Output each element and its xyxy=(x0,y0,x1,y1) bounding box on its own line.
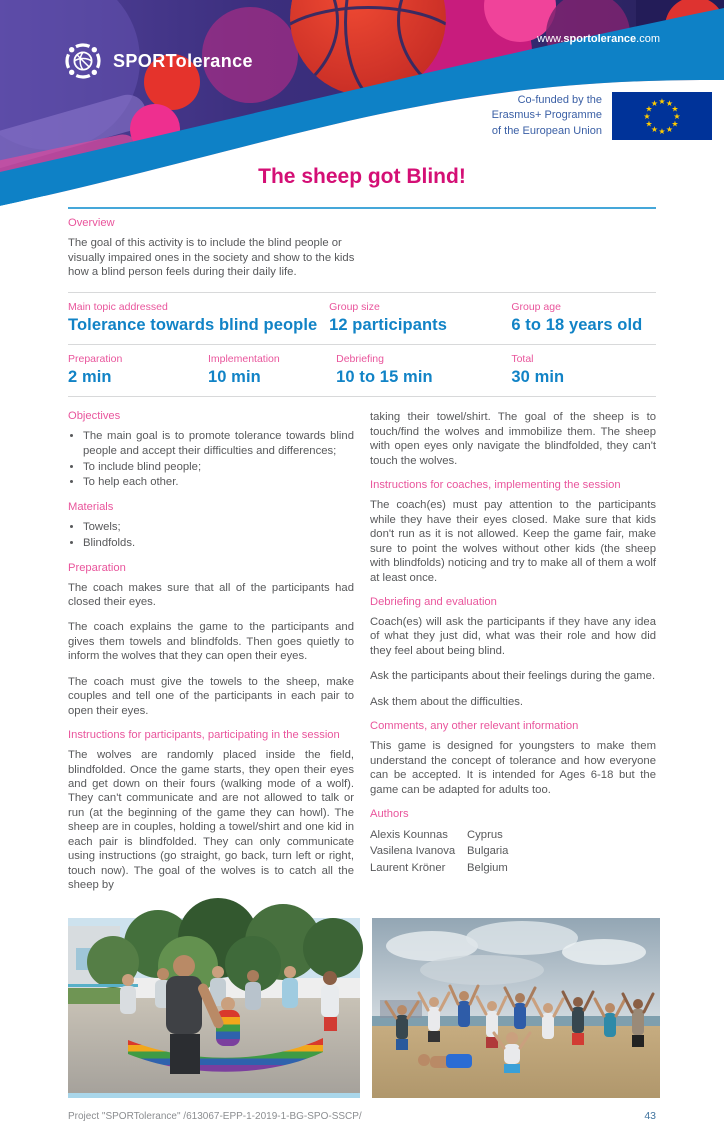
photo-left-park-group-rainbow-parachute xyxy=(68,918,360,1098)
info-table-row-1 xyxy=(68,293,656,344)
activity-sheet xyxy=(68,207,656,1098)
info-label: Preparation xyxy=(68,353,123,366)
paragraph: The coach makes sure that all of the participants had closed their eyes. xyxy=(68,581,354,608)
debriefing-evaluation-heading: Debriefing and evaluation xyxy=(370,596,497,608)
eu-flag-icon xyxy=(612,92,712,140)
info-label: Group size xyxy=(329,301,380,314)
info-label: Main topic addressed xyxy=(68,301,168,314)
info-cell-debriefing xyxy=(336,353,511,387)
info-cell-total xyxy=(511,353,656,387)
svg-text:★: ★ xyxy=(645,104,653,114)
activity-photos xyxy=(68,918,656,1098)
eu-cofunded-text xyxy=(492,93,602,139)
paragraph: Ask them about the difficulties. xyxy=(370,695,524,708)
website-name: sportolerance xyxy=(563,33,637,45)
svg-text:★: ★ xyxy=(665,124,674,134)
paragraph: The wolves are randomly placed inside the field, blindfolded. Once the game starts, they open their eyes and get down on their fours (walking mode of a wolf). They can't communicate and are not allowed to talk or run (at the beginning of the game they can howl). The sheep are in couples, holding a towel/shirt and one kid in each pair is blindfolded. They can only communicate using instructions (go straight, go back, turn left or right, touch now). The goal of the wolves is to catch all the sheep by xyxy=(68,749,354,892)
divider xyxy=(68,396,656,397)
sportolerance-logo xyxy=(62,40,253,82)
svg-text:★: ★ xyxy=(658,96,666,106)
svg-text:★: ★ xyxy=(650,98,659,108)
info-label: Group age xyxy=(511,301,561,314)
svg-text:★: ★ xyxy=(645,119,653,129)
photo-right-beach-group-celebrating xyxy=(372,918,660,1098)
eu-text-line1: Co-funded by the xyxy=(517,93,602,106)
info-value: 10 min xyxy=(207,368,261,387)
info-value: 6 to 18 years old xyxy=(511,316,643,335)
objectives-bullet-list xyxy=(68,429,354,490)
instructions-participants-heading: Instructions for participants, participating in the session xyxy=(68,729,340,742)
svg-text:★: ★ xyxy=(671,104,679,114)
header-banner xyxy=(0,0,724,207)
website-prefix: www. xyxy=(537,33,564,45)
info-cell-group-size xyxy=(329,301,511,335)
footer-project-text: Project "SPORTolerance" /613067-EPP-1-2019-1-BG-SPO-SSCP/ xyxy=(68,1110,362,1122)
paragraph: This game is designed for youngsters to make them understand the concept of tolerance and how everyone can be accepted. It is intended for Ages 6-18 but the game can be adapted for adults too. xyxy=(370,740,656,796)
right-column xyxy=(370,399,656,903)
bullet-item: • The main goal is to promote tolerance towards blind people and accept their difficulties and differences; xyxy=(83,429,354,458)
svg-text:★: ★ xyxy=(658,126,666,136)
bullet-item: • Towels; xyxy=(83,520,354,535)
svg-text:★: ★ xyxy=(665,98,674,108)
bullet-item: • To help each other. xyxy=(83,475,354,490)
info-cell-group-age xyxy=(511,301,656,335)
info-value: 10 to 15 min xyxy=(336,368,433,387)
comments-heading: Comments, any other relevant information xyxy=(370,720,579,733)
info-value: 12 participants xyxy=(329,316,448,335)
website-suffix: .com xyxy=(636,33,660,45)
overview-text: The goal of this activity is to include the blind people or visually impaired ones in the society and show to the kids how a blind person feels during their daily life. xyxy=(68,237,355,279)
info-value: 2 min xyxy=(68,368,112,387)
info-table-row-2 xyxy=(68,345,656,396)
eu-text-line2: Erasmus+ Programme xyxy=(491,109,602,122)
paragraph: Coach(es) will ask the participants if they have any idea of what they just did, what was their role and how did they feel about being blind. xyxy=(370,616,656,657)
bullet-item: • To include blind people; xyxy=(83,460,354,475)
objectives-heading: Objectives xyxy=(68,410,121,423)
svg-text:★: ★ xyxy=(650,124,659,134)
info-cell-preparation xyxy=(68,353,208,387)
sportolerance-ball-icon xyxy=(62,40,104,82)
author-row xyxy=(370,860,656,876)
author-name: Vasilena Ivanova xyxy=(370,845,456,858)
logo-wordmark: SPORTolerance xyxy=(113,50,253,71)
author-country: Cyprus xyxy=(467,829,503,842)
website-link[interactable] xyxy=(537,33,660,45)
info-cell-implementation xyxy=(208,353,336,387)
paragraph: taking their towel/shirt. The goal of the sheep is to touch/find the wolves and immobilize them. The sheep with open eyes only navigate the blindfolded, they can't touch the wolves. xyxy=(370,411,656,467)
info-value: 30 min xyxy=(511,368,565,387)
paragraph: Ask the participants about their feelings during the game. xyxy=(370,670,656,683)
svg-text:★: ★ xyxy=(673,111,681,121)
preparation-heading: Preparation xyxy=(68,561,126,574)
authors-table xyxy=(370,827,656,876)
materials-heading: Materials xyxy=(68,501,114,514)
bullet-item: • Blindfolds. xyxy=(83,536,354,551)
info-value: Tolerance towards blind people xyxy=(68,316,318,335)
instructions-coaches-heading: Instructions for coaches, implementing the session xyxy=(370,479,621,492)
info-label: Total xyxy=(511,353,534,366)
left-column xyxy=(68,399,354,903)
eu-text-line3: of the European Union xyxy=(491,124,602,137)
info-label: Debriefing xyxy=(336,353,384,366)
info-label: Implementation xyxy=(207,353,280,366)
materials-bullet-list xyxy=(68,520,354,550)
author-name: Alexis Kounnas xyxy=(370,829,448,842)
svg-text:★: ★ xyxy=(643,111,651,121)
section-overview xyxy=(68,217,656,279)
overview-heading: Overview xyxy=(68,217,115,229)
eu-cofunding-badge xyxy=(492,92,712,140)
author-name: Laurent Kröner xyxy=(370,861,446,874)
two-column-body xyxy=(68,399,656,903)
svg-text:★: ★ xyxy=(671,119,679,129)
author-row xyxy=(370,827,656,843)
paragraph: The coach explains the game to the participants and gives them towels and blindfolds. Then goes quietly to inform the wolves that they can open their eyes. xyxy=(68,621,354,663)
page-title: The sheep got Blind! xyxy=(258,165,466,188)
paragraph: The coach must give the towels to the sheep, make couples and tell one of the participants in each pair to open their eyes. xyxy=(68,675,354,717)
author-row xyxy=(370,843,656,859)
authors-heading: Authors xyxy=(370,808,409,821)
author-country: Belgium xyxy=(467,861,508,874)
page-footer xyxy=(68,1110,656,1122)
author-country: Bulgaria xyxy=(467,845,509,858)
footer-page-number: 43 xyxy=(644,1109,656,1122)
info-cell-main-topic xyxy=(68,301,329,335)
paragraph: The coach(es) must pay attention to the participants while they have their eyes closed. Make sure that kids don't run as it is not allowed. Keep the game fair, make sure to point the wolves without other kids (the sheep with blindfolds) noticing and try to make all of them a wolf at least once. xyxy=(370,499,656,584)
